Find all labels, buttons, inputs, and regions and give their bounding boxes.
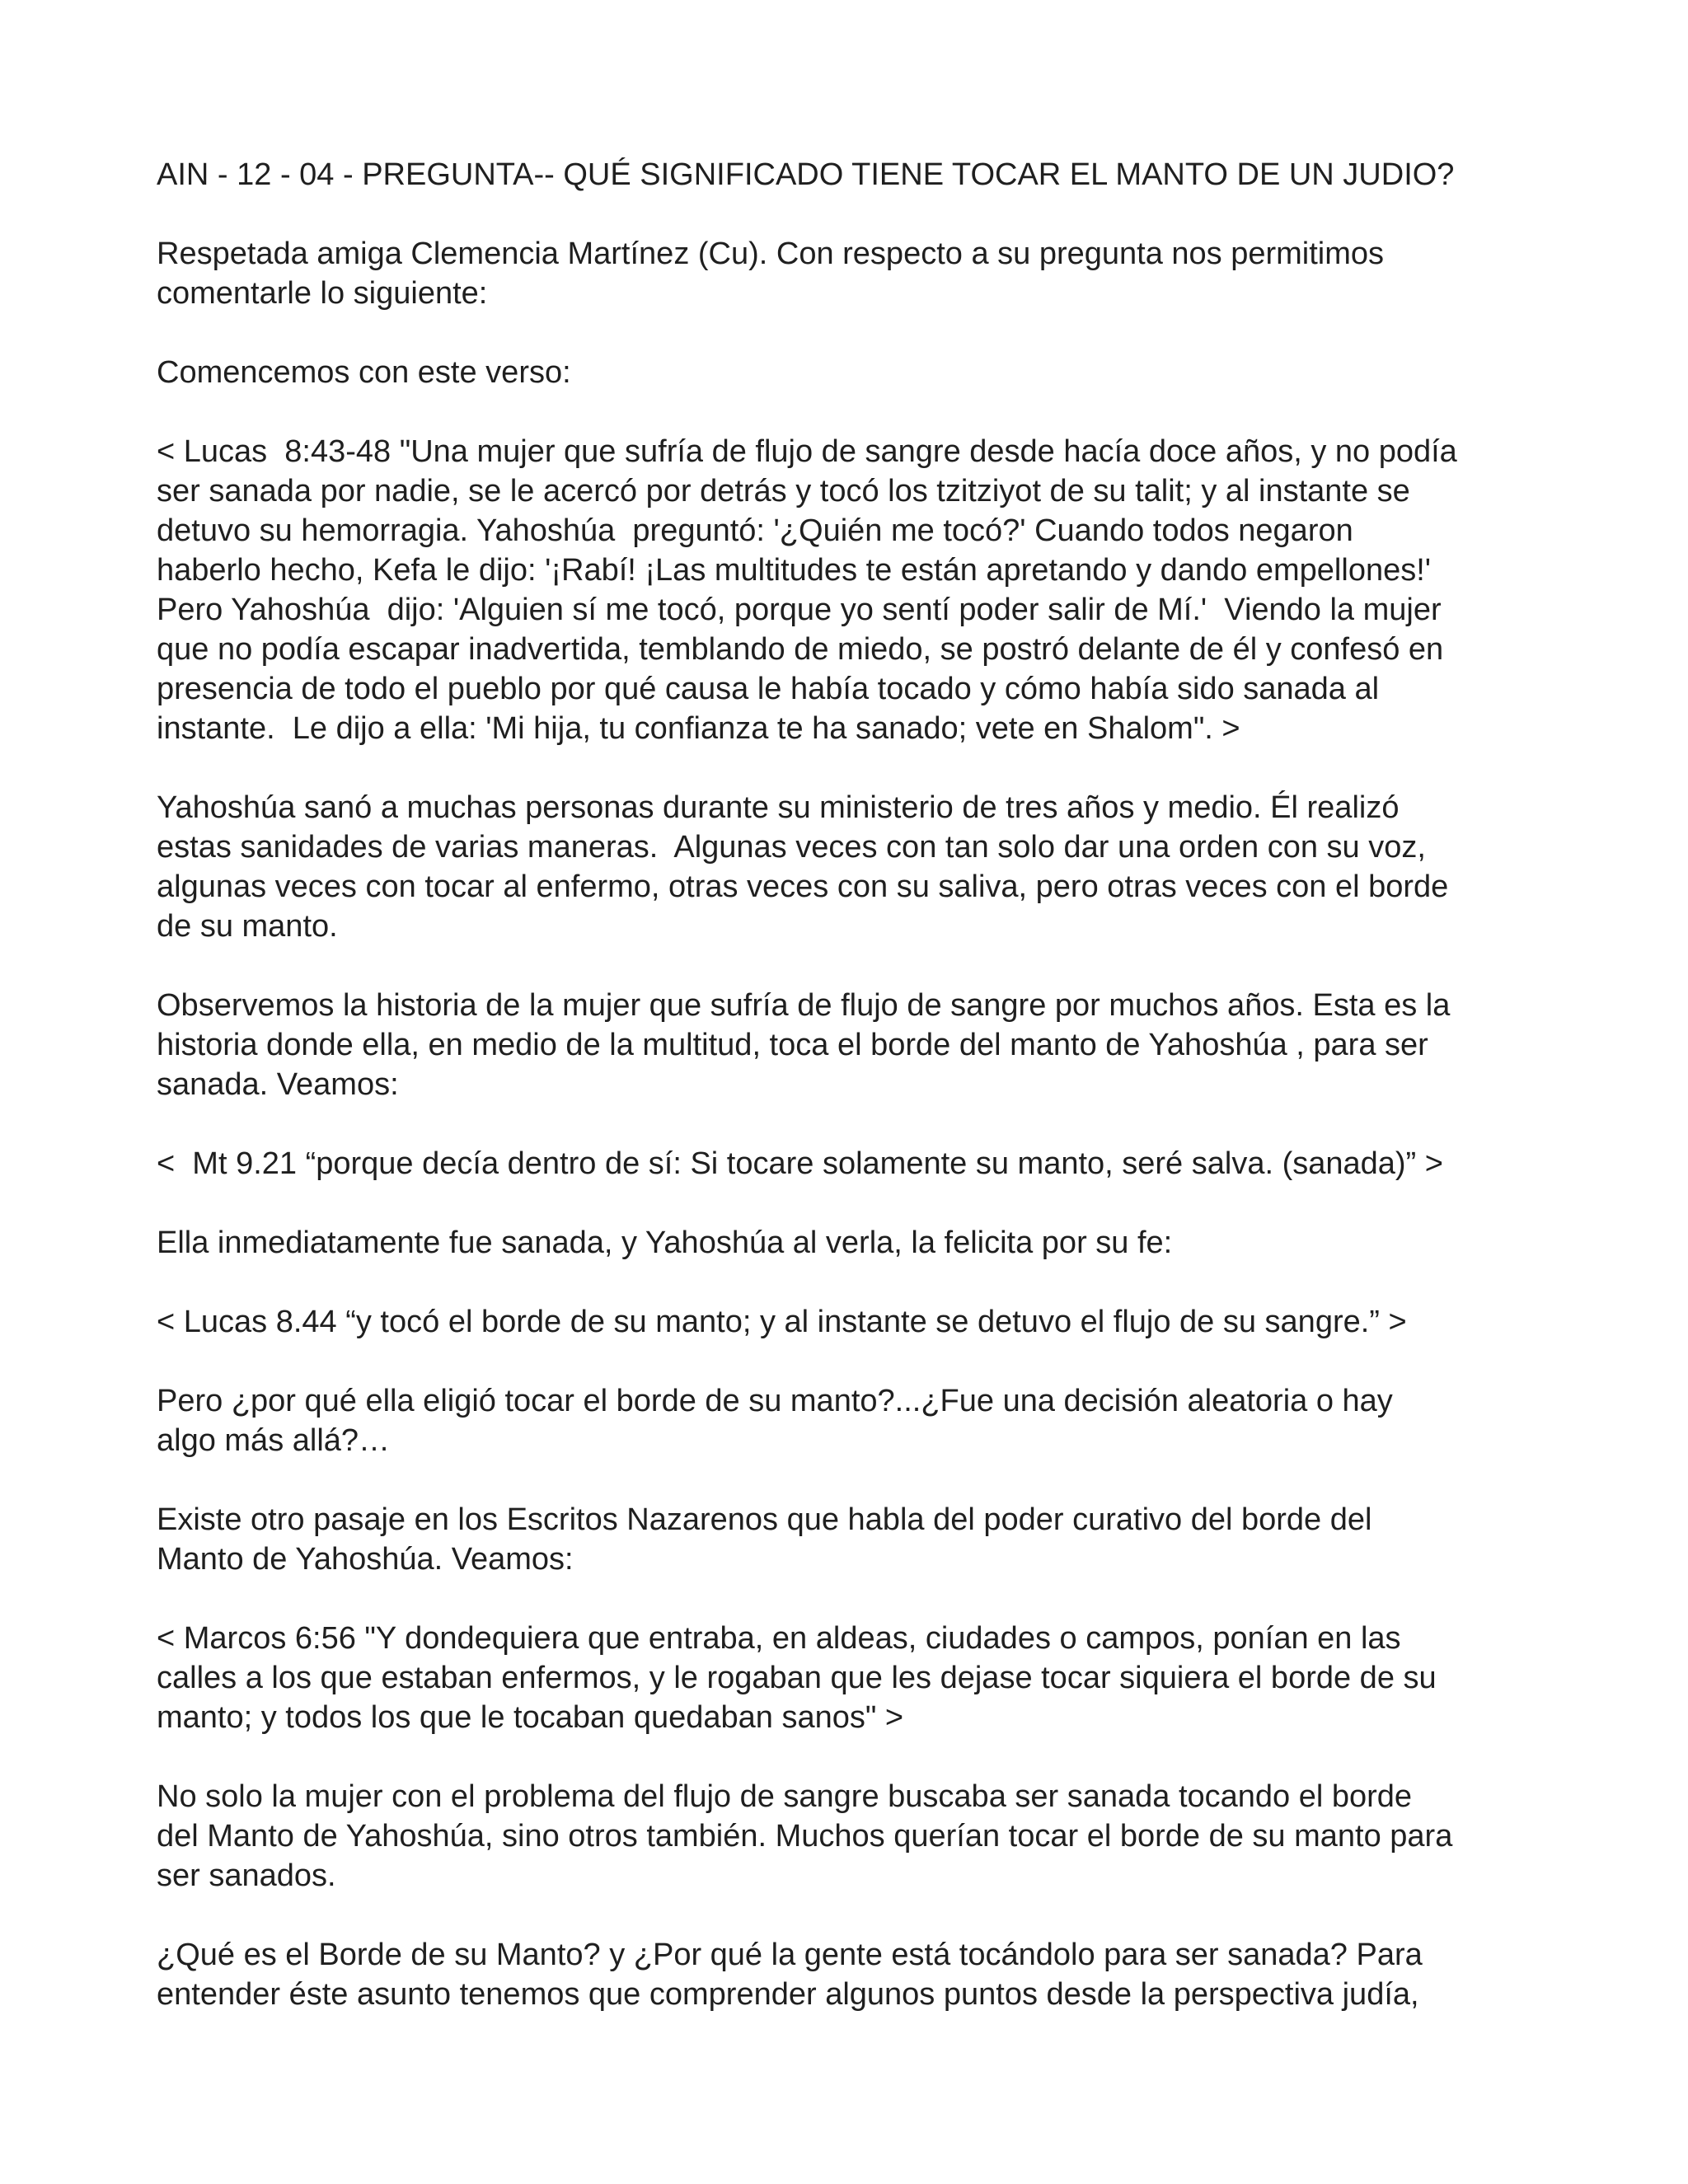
document-title: AIN - 12 - 04 - PREGUNTA-- QUÉ SIGNIFICADO TIENE TOCAR EL MANTO DE UN JUDIO? (157, 157, 1455, 192)
paragraph-intro: Comencemos con este verso: (157, 355, 571, 390)
paragraph-other-passage: Existe otro pasaje en los Escritos Nazarenos que habla del poder curativo del borde del Manto de Yahoshúa. Veamos: (157, 1502, 1372, 1577)
paragraph-healed: Ella inmediatamente fue sanada, y Yahoshúa al verla, la felicita por su fe: (157, 1226, 1173, 1260)
paragraph-question: Pero ¿por qué ella eligió tocar el borde de su manto?...¿Fue una decisión aleatoria o hay algo más allá?… (157, 1384, 1393, 1458)
paragraph-others: No solo la mujer con el problema del flujo de sangre buscaba ser sanada tocando el borde del Manto de Yahoshúa, sino otros también. Muchos querían tocar el borde de su manto para ser sanados. (157, 1779, 1453, 1893)
paragraph-what-is-border: ¿Qué es el Borde de su Manto? y ¿Por qué la gente está tocándolo para ser sanada? Para entender éste asunto tenemos que comprender algunos puntos desde la perspectiva judía, (157, 1938, 1423, 2012)
paragraph-healings: Yahoshúa sanó a muchas personas durante su ministerio de tres años y medio. Él realizó estas sanidades de varias maneras. Algunas veces con tan solo dar una orden con su voz, algunas veces con tocar al enfermo, otras veces con su saliva, pero otras veces con el borde de su manto. (157, 790, 1449, 944)
paragraph-greeting: Respetada amiga Clemencia Martínez (Cu). Con respecto a su pregunta nos permitimos comentarle lo siguiente: (157, 237, 1385, 311)
quote-lucas-8-43: < Lucas 8:43-48 "Una mujer que sufría de flujo de sangre desde hacía doce años, y no podía ser sanada por nadie, se le acercó por detrás y tocó los tzitziyot de su talit; y al instante se detuvo su hemorragia. Yahoshúa preguntó: '¿Quién me tocó?' Cuando todos negaron haberlo hecho, Kefa le dijo: '¡Rabí! ¡Las multitudes te están apretando y dando empellones!' Pero Yahoshúa dijo: 'Alguien sí me tocó, porque yo sentí poder salir de Mí.' Viendo la mujer que no podía escapar inadvertida, temblando de miedo, se postró delante de él y confesó en presencia de todo el pueblo por qué causa le había tocado y cómo había sido sanada al instante. Le dijo a ella: 'Mi hija, tu confianza te ha sanado; vete en Shalom". > (157, 434, 1457, 746)
quote-marcos-6-56: < Marcos 6:56 "Y dondequiera que entraba, en aldeas, ciudades o campos, ponían en las calles a los que estaban enfermos, y le rogaban que les dejase tocar siquiera el borde de su manto; y todos los que le tocaban quedaban sanos" > (157, 1621, 1437, 1735)
quote-mt-9-21: < Mt 9.21 “porque decía dentro de sí: Si tocare solamente su manto, seré salva. (sanada)” > (157, 1146, 1443, 1181)
quote-lucas-8-44: < Lucas 8.44 “y tocó el borde de su manto; y al instante se detuvo el flujo de su sangre.” > (157, 1305, 1407, 1339)
document-body (157, 155, 1558, 2014)
paragraph-woman-story: Observemos la historia de la mujer que sufría de flujo de sangre por muchos años. Esta es la historia donde ella, en medio de la multitud, toca el borde del manto de Yahoshúa , para ser sanada. Veamos: (157, 988, 1451, 1102)
